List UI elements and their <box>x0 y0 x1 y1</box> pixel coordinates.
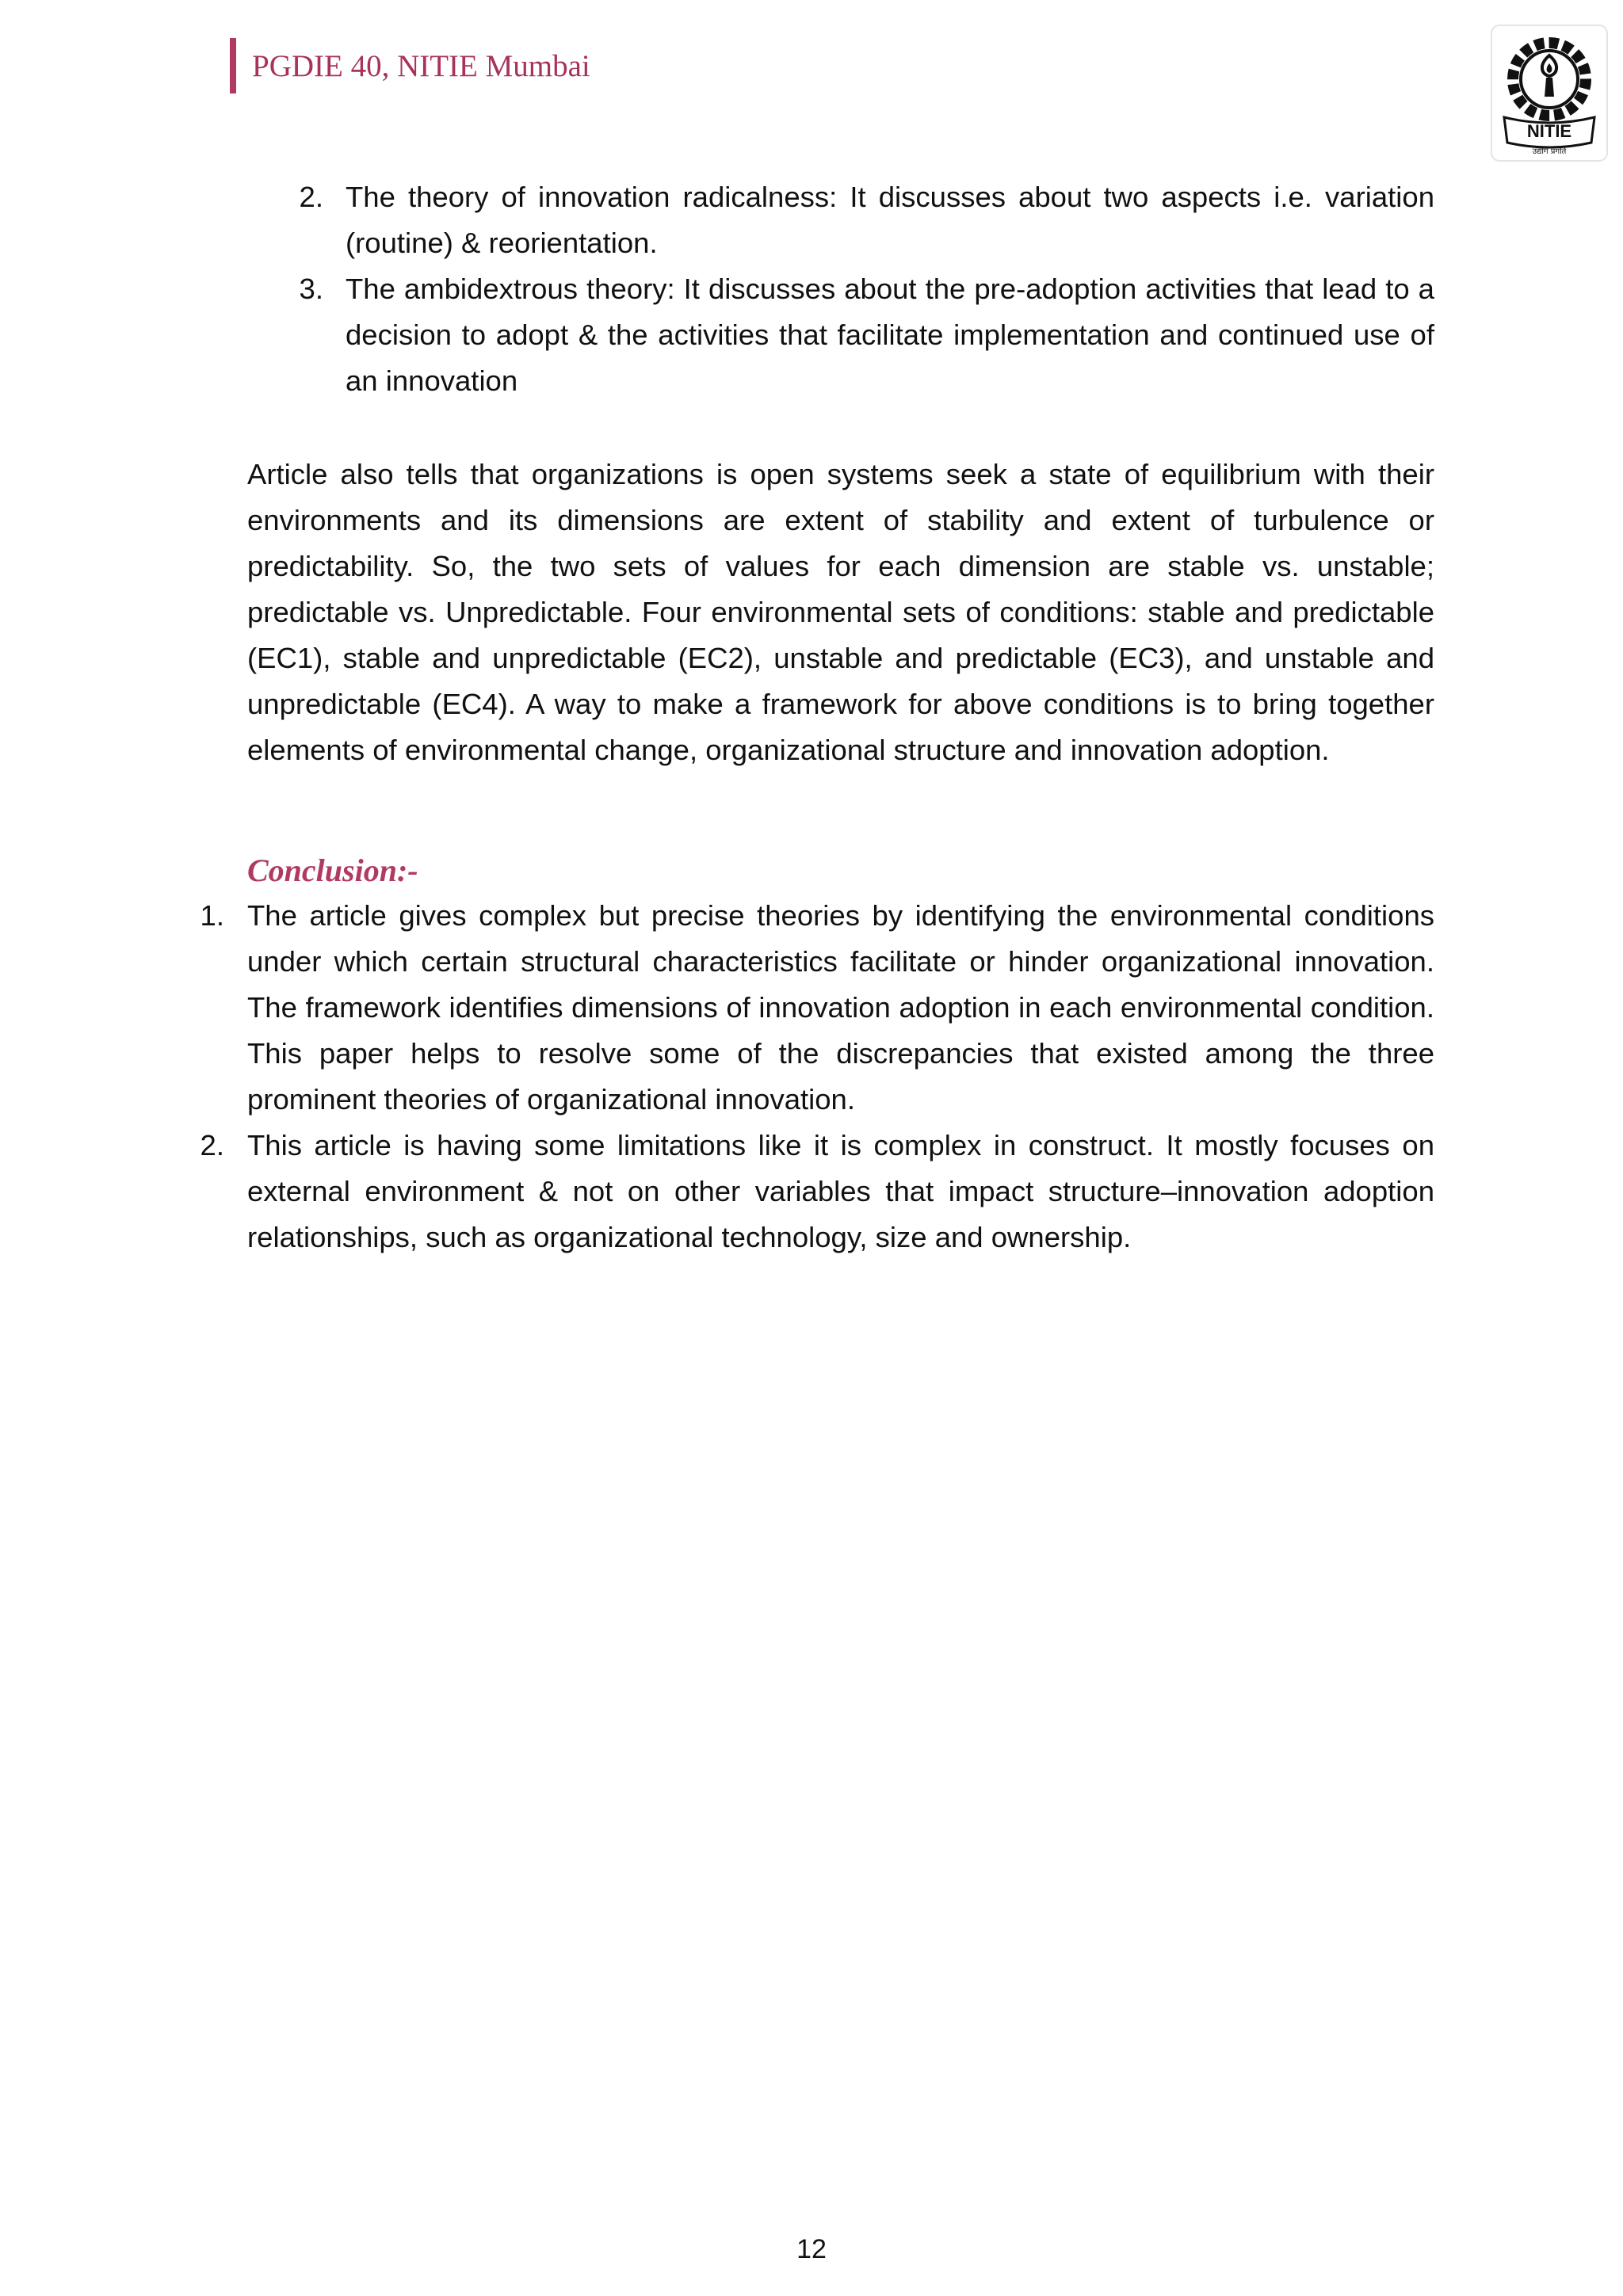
list-number: 2. <box>299 181 323 213</box>
conclusion-heading: Conclusion:- <box>247 852 418 888</box>
list-item: The theory of innovation radicalness: It discusses about two aspects i.e. variation (routine) & reorientation. <box>346 181 1434 259</box>
body-paragraph: Article also tells that organizations is open systems seek a state of equilibrium with their environments and its dimensions are extent of stability and extent of turbulence or predictability. So, the two sets of values for each dimension are stable vs. unstable; predictable vs. Unpredictable. Four environmental sets of conditions: stable and predictable (EC1), stable and unpredictable (EC2), unstable and predictable (EC3), and unstable and unpredictable (EC4). A way to make a framework for above conditions is to bring together elements of environmental change, organizational structure and innovation adoption. <box>247 458 1434 766</box>
svg-text:NITIE: NITIE <box>1526 121 1572 141</box>
list-number: 1. <box>200 899 224 932</box>
list-item: This article is having some limitations like it is complex in construct. It mostly focuses on external environment & not on other variables that impact structure–innovation adoption relationships, such as organizational technology, size and ownership. <box>247 1129 1434 1253</box>
gear-torch-icon <box>1490 24 1609 162</box>
list-item: The ambidextrous theory: It discusses about the pre-adoption activities that lead to a decision to adopt & the activities that facilitate implementation and continued use of an innovation <box>346 273 1434 397</box>
header-title: PGDIE 40, NITIE Mumbai <box>252 48 590 83</box>
nitie-logo <box>1490 24 1609 162</box>
list-item: The article gives complex but precise theories by identifying the environmental conditions under which certain structural characteristics facilitate or hinder organizational innovation. The framework identifies dimensions of innovation adoption in each environmental condition. This paper helps to resolve some of the discrepancies that existed among the three prominent theories of organizational innovation. <box>247 899 1434 1116</box>
page-number: 12 <box>796 2234 827 2264</box>
page-header <box>230 38 590 93</box>
svg-text:उद्योग प्रगति: उद्योग प्रगति <box>1532 147 1567 156</box>
list-number: 2. <box>200 1129 224 1161</box>
list-number: 3. <box>299 273 323 305</box>
